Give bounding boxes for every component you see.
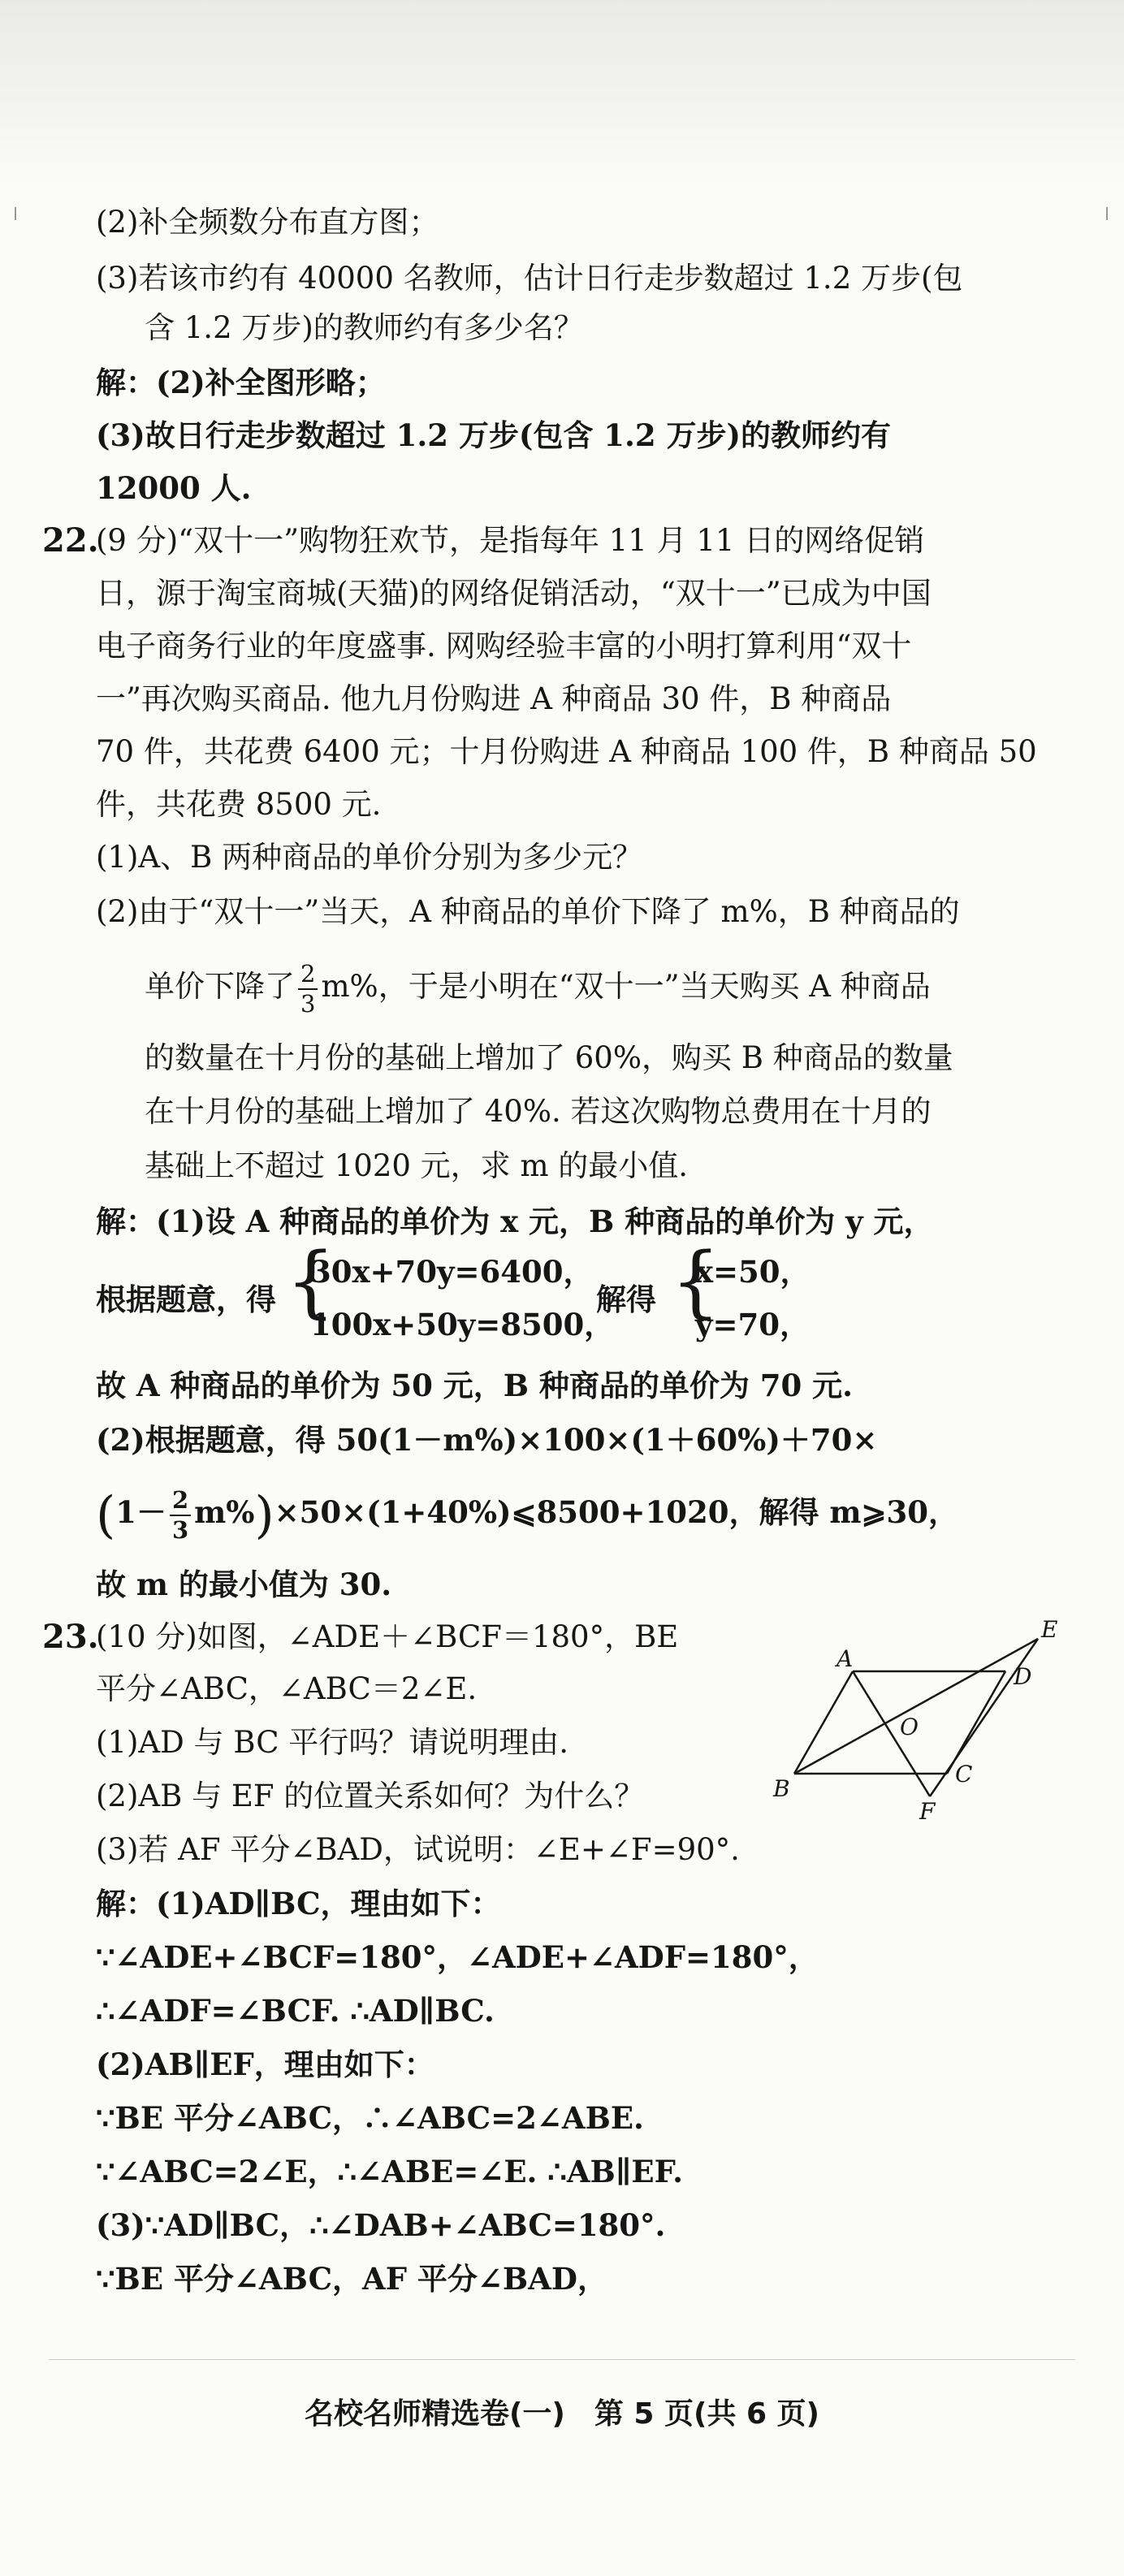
q23-question3: (3)若 AF 平分∠BAD，试说明：∠E+∠F=90°. — [96, 1832, 740, 1867]
q23-answer-line7: (3)∵AD∥BC，∴∠DAB+∠ABC=180°. — [96, 2207, 666, 2243]
footer-divider — [49, 2359, 1075, 2360]
page-footer: 名校名师精选卷(一) 第 5 页(共 6 页) — [304, 2397, 820, 2431]
q22-number: 22. — [42, 521, 99, 560]
q23-question2: (2)AB 与 EF 的位置关系如何？为什么？ — [96, 1779, 645, 1813]
q23-stem-line2: 平分∠ABC，∠ABC＝2∠E. — [96, 1671, 478, 1706]
q22-question2-line3: 的数量在十月份的基础上增加了 60%，购买 B 种商品的数量 — [145, 1040, 953, 1075]
edge-tick-right — [1106, 207, 1108, 220]
q21-item3-line2: 含 1.2 万步)的教师约有多少名？ — [145, 310, 584, 345]
q22-answer2-conclusion: 故 m 的最小值为 30. — [96, 1567, 392, 1602]
label-e: E — [1041, 1616, 1058, 1643]
q22-answer2-line1: (2)根据题意，得 50(1－m%)×100×(1＋60%)＋70× — [96, 1422, 878, 1458]
q22-question2-line1: (2)由于“双十一”当天，A 种商品的单价下降了 m%，B 种商品的 — [96, 894, 960, 929]
fraction-two-thirds-answer: $\frac{2}{3}$ — [170, 1489, 191, 1542]
q22-answer1-conclusion: 故 A 种商品的单价为 50 元，B 种商品的单价为 70 元. — [96, 1368, 854, 1403]
q22-q2-prefix: 单价下降了 — [145, 969, 295, 1004]
q21-item3-line1: (3)若该市约有 40000 名教师，估计日行走步数超过 1.2 万步(包 — [96, 261, 963, 296]
q22-answer2-line2: (1－ $\frac{2}{3}$ m%)×50×(1+40%)⩽8500+1020，解得 m⩾30， — [96, 1485, 959, 1545]
q22-question1: (1)A、B 两种商品的单价分别为多少元？ — [96, 840, 643, 875]
q23-answer-line2: ∵∠ADE+∠BCF=180°，∠ADE+∠ADF=180°， — [96, 1939, 819, 1975]
label-d: D — [1014, 1663, 1032, 1690]
solution-y: y=70， — [695, 1307, 810, 1342]
q22-answer1-line1: 解：(1)设 A 种商品的单价为 x 元，B 种商品的单价为 y 元， — [96, 1204, 934, 1239]
solve-label: 解得 — [596, 1282, 656, 1317]
q23-stem-line1: (10 分)如图，∠ADE＋∠BCF＝180°，BE — [96, 1619, 679, 1654]
q22-answer1-setup: 根据题意，得 — [96, 1282, 276, 1317]
label-f: F — [919, 1798, 936, 1825]
q23-number: 23. — [42, 1618, 99, 1656]
q22-q2-suffix: m%，于是小明在“双十一”当天购买 A 种商品 — [321, 969, 931, 1004]
edge-tick-left — [15, 207, 16, 220]
q22-stem-line4: 一”再次购买商品. 他九月份购进 A 种商品 30 件，B 种商品 — [96, 681, 892, 716]
label-b: B — [773, 1775, 790, 1802]
q21-answer-line3: 12000 人. — [96, 470, 252, 506]
q23-answer-line6: ∵∠ABC=2∠E，∴∠ABE=∠E. ∴AB∥EF. — [96, 2154, 684, 2189]
q23-answer-line3: ∴∠ADF=∠BCF. ∴AD∥BC. — [96, 1993, 495, 2029]
solution-brace: { — [671, 1236, 721, 1327]
q23-answer-line4: (2)AB∥EF，理由如下： — [96, 2047, 434, 2082]
q21-item2: (2)补全频数分布直方图； — [96, 205, 439, 240]
label-c: C — [955, 1761, 973, 1787]
q23-answer-line8: ∵BE 平分∠ABC，AF 平分∠BAD， — [96, 2261, 607, 2297]
q22-stem-line5: 70 件，共花费 6400 元；十月份购进 A 种商品 100 件，B 种商品 50 — [96, 734, 1037, 769]
q22-question2-line4: 在十月份的基础上增加了 40%. 若这次购物总费用在十月的 — [145, 1094, 932, 1129]
q22-stem-line3: 电子商务行业的年度盛事. 网购经验丰富的小明打算利用“双十 — [96, 629, 912, 663]
segment-be — [794, 1639, 1038, 1774]
equation-1: 30x+70y=6400， — [310, 1254, 594, 1290]
page-top-shade — [0, 0, 1124, 187]
q21-answer-line1: 解：(2)补全图形略； — [96, 365, 386, 400]
system-brace-left: { — [286, 1236, 336, 1327]
q21-answer-line2: (3)故日行走步数超过 1.2 万步(包含 1.2 万步)的教师约有 — [96, 417, 892, 453]
geometry-figure — [772, 1616, 1080, 1835]
q22-stem-line2: 日，源于淘宝商城(天猫)的网络促销活动，“双十一”已成为中国 — [96, 576, 932, 611]
fraction-two-thirds: $\frac{2}{3}$ — [298, 962, 318, 1016]
q23-answer-line5: ∵BE 平分∠ABC，∴∠ABC=2∠ABE. — [96, 2100, 644, 2136]
q22-question2-line2 — [145, 946, 931, 1027]
q22-question2-line5: 基础上不超过 1020 元，求 m 的最小值. — [145, 1148, 689, 1183]
q23-answer-line1: 解：(1)AD∥BC，理由如下： — [96, 1886, 501, 1921]
q22-stem-line1: (9 分)“双十一”购物狂欢节，是指每年 11 月 11 日的网络促销 — [96, 523, 925, 558]
q22-stem-line6: 件，共花费 8500 元. — [96, 787, 382, 822]
label-o: O — [900, 1714, 919, 1740]
equation-2: 100x+50y=8500， — [310, 1307, 615, 1342]
q23-question1: (1)AD 与 BC 平行吗？请说明理由. — [96, 1725, 569, 1760]
solution-x: x=50， — [695, 1254, 811, 1290]
label-a: A — [837, 1645, 854, 1672]
